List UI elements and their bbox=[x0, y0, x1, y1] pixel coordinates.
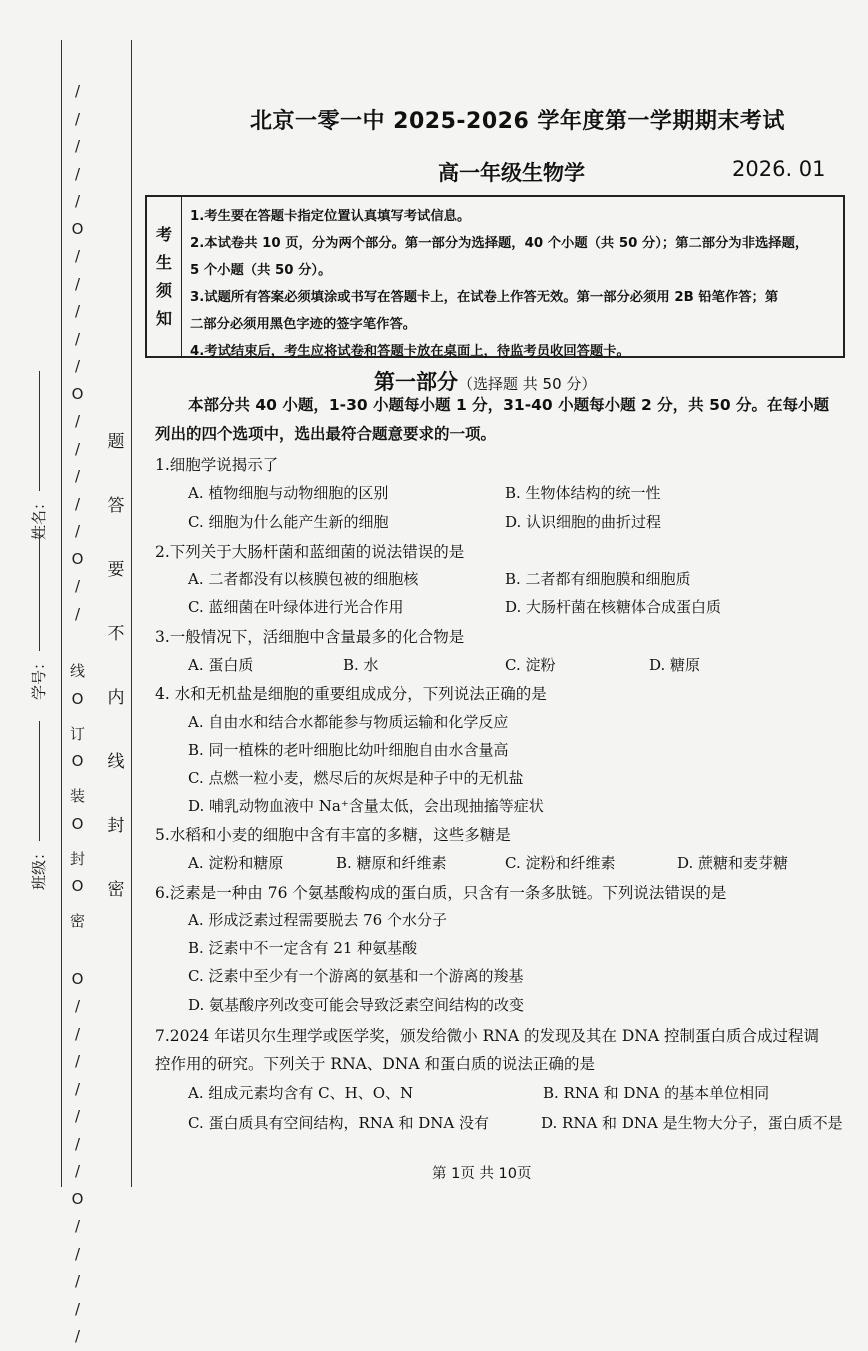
option-b[interactable]: B. 同一植株的老叶细胞比幼叶细胞自由水含量高 bbox=[188, 741, 509, 759]
option-a[interactable]: A. 形成泛素过程需要脱去 76 个水分子 bbox=[188, 911, 447, 929]
section-note: （选择题 共 50 分） bbox=[458, 375, 597, 393]
notice-body bbox=[182, 197, 843, 359]
option-a[interactable]: A. 淀粉和糖原 bbox=[188, 854, 284, 872]
question-stem: 3.一般情况下，活细胞中含量最多的化合物是 bbox=[155, 628, 465, 646]
seal-mark-column: / / / / / O / / / / / O / / / / / O / / 线 O 订 O 装 O 封 O 密 O / / / / / / / O / / / / / bbox=[70, 82, 86, 1345]
option-d[interactable]: D. 氨基酸序列改变可能会导致泛素空间结构的改变 bbox=[188, 996, 525, 1014]
notice-line: 3.试题所有答案必须填涂或书写在答题卡上，在试卷上作答无效。第一部分必须用 2B 铅笔作答；第 bbox=[190, 290, 779, 305]
notice-line: 4.考试结束后，考生应将试卷和答题卡放在桌面上，待监考员收回答题卡。 bbox=[190, 344, 630, 359]
option-c[interactable]: C. 细胞为什么能产生新的细胞 bbox=[188, 513, 389, 531]
seal-char: 线 bbox=[70, 662, 86, 680]
notice-line: 1.考生要在答题卡指定位置认真填写考试信息。 bbox=[190, 209, 471, 224]
option-c[interactable]: C. 蛋白质具有空间结构，RNA 和 DNA 没有 bbox=[188, 1114, 490, 1132]
question-stem: 2.下列关于大肠杆菌和蓝细菌的说法错误的是 bbox=[155, 543, 465, 561]
page-number: 第 1页 共 10页 bbox=[432, 1166, 532, 1182]
option-c[interactable]: C. 点燃一粒小麦，燃尽后的灰烬是种子中的无机盐 bbox=[188, 769, 524, 787]
section-heading bbox=[374, 366, 596, 396]
option-c[interactable]: C. 蓝细菌在叶绿体进行光合作用 bbox=[188, 598, 404, 616]
option-b[interactable]: B. 水 bbox=[343, 656, 379, 674]
seal-char: 密 bbox=[107, 880, 125, 900]
seal-char: 订 bbox=[70, 724, 86, 743]
option-a[interactable]: A. 植物细胞与动物细胞的区别 bbox=[188, 484, 389, 502]
exam-subject: 高一年级生物学 bbox=[438, 161, 585, 185]
option-b[interactable]: B. 泛素中不一定含有 21 种氨基酸 bbox=[188, 939, 418, 957]
option-c[interactable]: C. 泛素中至少有一个游离的氨基和一个游离的羧基 bbox=[188, 967, 524, 985]
option-b[interactable]: B. 糖原和纤维素 bbox=[336, 854, 447, 872]
option-d[interactable]: D. 哺乳动物血液中 Na⁺含量太低，会出现抽搐等症状 bbox=[188, 797, 544, 815]
question-stem: 5.水稻和小麦的细胞中含有丰富的多糖，这些多糖是 bbox=[155, 826, 511, 844]
option-b[interactable]: B. RNA 和 DNA 的基本单位相同 bbox=[543, 1084, 770, 1102]
seal-char: 内 bbox=[107, 688, 125, 708]
notice-line: 二部分必须用黑色字迹的签字笔作答。 bbox=[190, 317, 417, 332]
name-field[interactable] bbox=[28, 371, 49, 540]
option-a[interactable]: A. 二者都没有以核膜包被的细胞核 bbox=[188, 570, 419, 588]
notice-label bbox=[147, 197, 182, 356]
seal-char: 要 bbox=[107, 560, 125, 580]
notice-line: 2.本试卷共 10 页，分为两个部分。第一部分为选择题，40 个小题（共 50 分）；第二部分为非选择题， bbox=[190, 236, 809, 251]
notice-label-char: 生 bbox=[155, 252, 172, 272]
option-a[interactable]: A. 蛋白质 bbox=[188, 656, 254, 674]
option-d[interactable]: D. 认识细胞的曲折过程 bbox=[505, 513, 662, 531]
name-label: 姓名： bbox=[30, 494, 48, 540]
question-stem: 6.泛素是一种由 76 个氨基酸构成的蛋白质，只含有一条多肽链。下列说法错误的是 bbox=[155, 884, 727, 902]
class-label: 班级： bbox=[30, 844, 48, 890]
option-b[interactable]: B. 生物体结构的统一性 bbox=[505, 484, 661, 502]
seal-char: 封 bbox=[107, 816, 125, 836]
option-d[interactable]: D. 蔗糖和麦芽糖 bbox=[677, 854, 789, 872]
student-id-field[interactable] bbox=[28, 531, 49, 700]
notice-line: 5 个小题（共 50 分）。 bbox=[190, 263, 332, 278]
question-stem: 7.2024 年诺贝尔生理学或医学奖，颁发给微小 RNA 的发现及其在 DNA 控制蛋白质合成过程调 bbox=[155, 1027, 819, 1045]
option-a[interactable]: A. 组成元素均含有 C、H、O、N bbox=[188, 1084, 414, 1102]
option-d[interactable]: D. 大肠杆菌在核糖体合成蛋白质 bbox=[505, 598, 722, 616]
question-stem: 4. 水和无机盐是细胞的重要组成成分，下列说法正确的是 bbox=[155, 685, 547, 703]
margin-line-inner bbox=[131, 40, 132, 1187]
section-title: 第一部分 bbox=[374, 370, 458, 394]
question-stem: 1.细胞学说揭示了 bbox=[155, 456, 279, 474]
binding-margin bbox=[0, 0, 140, 1345]
class-field[interactable] bbox=[28, 721, 49, 890]
option-d[interactable]: D. 糖原 bbox=[649, 656, 701, 674]
option-d[interactable]: D. RNA 和 DNA 是生物大分子，蛋白质不是 bbox=[541, 1114, 843, 1132]
section-intro-line: 本部分共 40 小题，1-30 小题每小题 1 分，31-40 小题每小题 2 分，共 50 分。在每小题 bbox=[188, 396, 830, 414]
seal-char: 装 bbox=[70, 787, 86, 805]
option-c[interactable]: C. 淀粉 bbox=[505, 656, 556, 674]
option-a[interactable]: A. 自由水和结合水都能参与物质运输和化学反应 bbox=[188, 713, 509, 731]
seal-char: 线 bbox=[107, 752, 125, 772]
seal-char: 密 bbox=[70, 912, 86, 930]
option-b[interactable]: B. 二者都有细胞膜和细胞质 bbox=[505, 570, 691, 588]
option-c[interactable]: C. 淀粉和纤维素 bbox=[505, 854, 616, 872]
seal-char: 题 bbox=[107, 432, 125, 452]
seal-text-column bbox=[105, 410, 127, 922]
notice-label-char: 知 bbox=[155, 308, 172, 328]
question-stem-continued: 控作用的研究。下列关于 RNA、DNA 和蛋白质的说法正确的是 bbox=[155, 1055, 595, 1073]
exam-notice-box bbox=[145, 195, 845, 358]
notice-label-char: 须 bbox=[155, 280, 172, 300]
exam-title: 北京一零一中 2025-2026 学年度第一学期期末考试 bbox=[250, 109, 785, 134]
student-id-label: 学号： bbox=[30, 654, 48, 700]
margin-line-outer bbox=[61, 40, 62, 1187]
seal-char: 答 bbox=[107, 496, 125, 516]
exam-date: 2026. 01 bbox=[732, 157, 826, 181]
section-intro-line: 列出的四个选项中，选出最符合题意要求的一项。 bbox=[155, 425, 497, 443]
notice-label-char: 考 bbox=[155, 224, 172, 244]
seal-char: 封 bbox=[70, 849, 86, 868]
seal-char: 不 bbox=[107, 624, 125, 644]
